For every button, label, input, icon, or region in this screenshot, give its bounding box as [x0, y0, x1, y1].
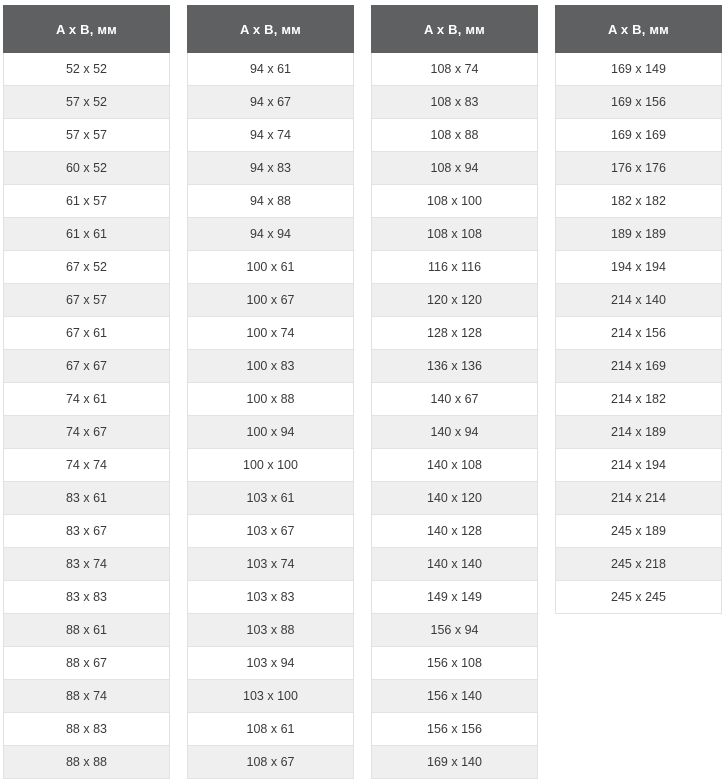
size-cell: 88 x 67: [4, 647, 170, 680]
table-row: [372, 416, 538, 449]
size-cell: 74 x 67: [4, 416, 170, 449]
size-cell: 83 x 61: [4, 482, 170, 515]
size-cell: 94 x 83: [188, 152, 354, 185]
size-cell: 136 x 136: [372, 350, 538, 383]
table-row: [372, 218, 538, 251]
size-cell: 108 x 108: [372, 218, 538, 251]
table-row: [556, 482, 722, 515]
table-body-2: [188, 53, 354, 779]
size-table-3: [371, 5, 538, 779]
table-row: [4, 218, 170, 251]
table-row: [188, 746, 354, 779]
table-row: [188, 383, 354, 416]
size-cell: 169 x 140: [372, 746, 538, 779]
size-cell: 103 x 61: [188, 482, 354, 515]
size-cell: 140 x 108: [372, 449, 538, 482]
size-cell: 176 x 176: [556, 152, 722, 185]
table-row: [372, 350, 538, 383]
size-cell: 103 x 100: [188, 680, 354, 713]
table-row: [4, 515, 170, 548]
size-cell: 100 x 83: [188, 350, 354, 383]
size-table-4: [555, 5, 722, 614]
table-row: [372, 284, 538, 317]
size-cell: 156 x 94: [372, 614, 538, 647]
table-header-row: [4, 6, 170, 53]
size-cell: 60 x 52: [4, 152, 170, 185]
table-row: [372, 383, 538, 416]
size-cell: 67 x 67: [4, 350, 170, 383]
size-cell: 88 x 74: [4, 680, 170, 713]
table-body-1: [4, 53, 170, 779]
table-row: [4, 713, 170, 746]
table-row: [556, 251, 722, 284]
size-cell: 61 x 57: [4, 185, 170, 218]
table-row: [372, 581, 538, 614]
size-cell: 83 x 83: [4, 581, 170, 614]
size-cell: 245 x 189: [556, 515, 722, 548]
size-cell: 108 x 88: [372, 119, 538, 152]
size-cell: 83 x 67: [4, 515, 170, 548]
table-row: [372, 251, 538, 284]
size-cell: 214 x 214: [556, 482, 722, 515]
table-row: [4, 449, 170, 482]
table-row: [188, 350, 354, 383]
size-cell: 108 x 61: [188, 713, 354, 746]
table-row: [372, 317, 538, 350]
table-row: [4, 548, 170, 581]
table-row: [4, 647, 170, 680]
table-row: [372, 152, 538, 185]
size-cell: 100 x 88: [188, 383, 354, 416]
table-row: [188, 251, 354, 284]
table-row: [4, 119, 170, 152]
size-cell: 83 x 74: [4, 548, 170, 581]
table-row: [188, 548, 354, 581]
size-cell: 94 x 61: [188, 53, 354, 86]
table-row: [556, 119, 722, 152]
size-cell: 94 x 74: [188, 119, 354, 152]
size-cell: 214 x 194: [556, 449, 722, 482]
size-table-1: [3, 5, 170, 779]
table-row: [188, 614, 354, 647]
size-table-column-4: [555, 5, 722, 779]
size-cell: 108 x 94: [372, 152, 538, 185]
size-cell: 52 x 52: [4, 53, 170, 86]
table-row: [188, 515, 354, 548]
size-cell: 67 x 57: [4, 284, 170, 317]
table-row: [372, 515, 538, 548]
table-row: [188, 713, 354, 746]
size-cell: 100 x 74: [188, 317, 354, 350]
table-row: [372, 746, 538, 779]
table-row: [188, 185, 354, 218]
size-cell: 103 x 94: [188, 647, 354, 680]
size-cell: 140 x 67: [372, 383, 538, 416]
table-body-4: [556, 53, 722, 614]
size-cell: 103 x 83: [188, 581, 354, 614]
size-cell: 103 x 88: [188, 614, 354, 647]
size-cell: 88 x 83: [4, 713, 170, 746]
table-row: [556, 218, 722, 251]
table-row: [4, 185, 170, 218]
size-cell: 67 x 52: [4, 251, 170, 284]
size-cell: 103 x 74: [188, 548, 354, 581]
size-cell: 108 x 67: [188, 746, 354, 779]
table-row: [188, 647, 354, 680]
size-cell: 57 x 57: [4, 119, 170, 152]
table-row: [4, 746, 170, 779]
size-cell: 214 x 189: [556, 416, 722, 449]
table-header-row: [556, 6, 722, 53]
table-row: [556, 383, 722, 416]
table-row: [4, 680, 170, 713]
size-cell: 108 x 83: [372, 86, 538, 119]
table-row: [4, 152, 170, 185]
size-cell: 140 x 120: [372, 482, 538, 515]
size-cell: 189 x 189: [556, 218, 722, 251]
size-cell: 100 x 100: [188, 449, 354, 482]
table-row: [188, 53, 354, 86]
table-row: [188, 119, 354, 152]
table-row: [372, 119, 538, 152]
size-cell: 214 x 156: [556, 317, 722, 350]
table-row: [4, 581, 170, 614]
table-row: [556, 86, 722, 119]
size-cell: 140 x 140: [372, 548, 538, 581]
size-cell: 120 x 120: [372, 284, 538, 317]
size-cell: 74 x 74: [4, 449, 170, 482]
table-row: [4, 416, 170, 449]
table-row: [188, 152, 354, 185]
table-row: [372, 680, 538, 713]
table-row: [372, 185, 538, 218]
size-cell: 194 x 194: [556, 251, 722, 284]
table-row: [188, 218, 354, 251]
table-header-row: [188, 6, 354, 53]
size-cell: 57 x 52: [4, 86, 170, 119]
table-row: [4, 350, 170, 383]
size-cell: 67 x 61: [4, 317, 170, 350]
table-row: [556, 317, 722, 350]
column-header-dimensions: A x B, мм: [556, 6, 722, 53]
size-cell: 169 x 149: [556, 53, 722, 86]
size-cell: 116 x 116: [372, 251, 538, 284]
table-row: [372, 713, 538, 746]
size-table-column-2: [187, 5, 354, 779]
table-row: [556, 581, 722, 614]
size-cell: 214 x 169: [556, 350, 722, 383]
size-cell: 94 x 67: [188, 86, 354, 119]
size-cell: 100 x 61: [188, 251, 354, 284]
size-cell: 156 x 140: [372, 680, 538, 713]
size-cell: 94 x 94: [188, 218, 354, 251]
table-body-3: [372, 53, 538, 779]
table-row: [556, 350, 722, 383]
table-row: [556, 284, 722, 317]
table-row: [188, 86, 354, 119]
size-cell: 108 x 100: [372, 185, 538, 218]
size-cell: 245 x 218: [556, 548, 722, 581]
size-cell: 100 x 67: [188, 284, 354, 317]
table-row: [556, 152, 722, 185]
table-row: [188, 284, 354, 317]
table-row: [4, 284, 170, 317]
table-row: [372, 614, 538, 647]
table-row: [372, 647, 538, 680]
size-cell: 94 x 88: [188, 185, 354, 218]
table-row: [188, 680, 354, 713]
table-row: [556, 515, 722, 548]
table-row: [188, 482, 354, 515]
size-cell: 156 x 156: [372, 713, 538, 746]
table-row: [4, 482, 170, 515]
size-cell: 103 x 67: [188, 515, 354, 548]
size-table-column-1: [3, 5, 170, 779]
size-cell: 149 x 149: [372, 581, 538, 614]
table-row: [556, 416, 722, 449]
size-cell: 140 x 128: [372, 515, 538, 548]
size-cell: 88 x 61: [4, 614, 170, 647]
table-row: [556, 53, 722, 86]
table-row: [4, 383, 170, 416]
size-cell: 169 x 156: [556, 86, 722, 119]
size-cell: 88 x 88: [4, 746, 170, 779]
table-header-row: [372, 6, 538, 53]
table-row: [372, 548, 538, 581]
table-row: [188, 317, 354, 350]
size-cell: 156 x 108: [372, 647, 538, 680]
table-row: [556, 185, 722, 218]
table-row: [4, 251, 170, 284]
size-cell: 140 x 94: [372, 416, 538, 449]
size-cell: 74 x 61: [4, 383, 170, 416]
table-row: [4, 317, 170, 350]
table-row: [188, 449, 354, 482]
size-cell: 169 x 169: [556, 119, 722, 152]
size-cell: 61 x 61: [4, 218, 170, 251]
table-row: [4, 614, 170, 647]
table-row: [372, 449, 538, 482]
column-header-dimensions: A x B, мм: [188, 6, 354, 53]
size-cell: 100 x 94: [188, 416, 354, 449]
table-row: [4, 86, 170, 119]
table-row: [4, 53, 170, 86]
size-table-2: [187, 5, 354, 779]
size-cell: 182 x 182: [556, 185, 722, 218]
column-header-dimensions: A x B, мм: [4, 6, 170, 53]
size-cell: 128 x 128: [372, 317, 538, 350]
table-row: [556, 449, 722, 482]
table-row: [372, 86, 538, 119]
column-header-dimensions: A x B, мм: [372, 6, 538, 53]
table-row: [372, 53, 538, 86]
size-cell: 108 x 74: [372, 53, 538, 86]
table-row: [372, 482, 538, 515]
table-row: [188, 581, 354, 614]
size-cell: 214 x 140: [556, 284, 722, 317]
size-cell: 245 x 245: [556, 581, 722, 614]
size-table-column-3: [371, 5, 538, 779]
size-cell: 214 x 182: [556, 383, 722, 416]
table-row: [556, 548, 722, 581]
table-row: [188, 416, 354, 449]
